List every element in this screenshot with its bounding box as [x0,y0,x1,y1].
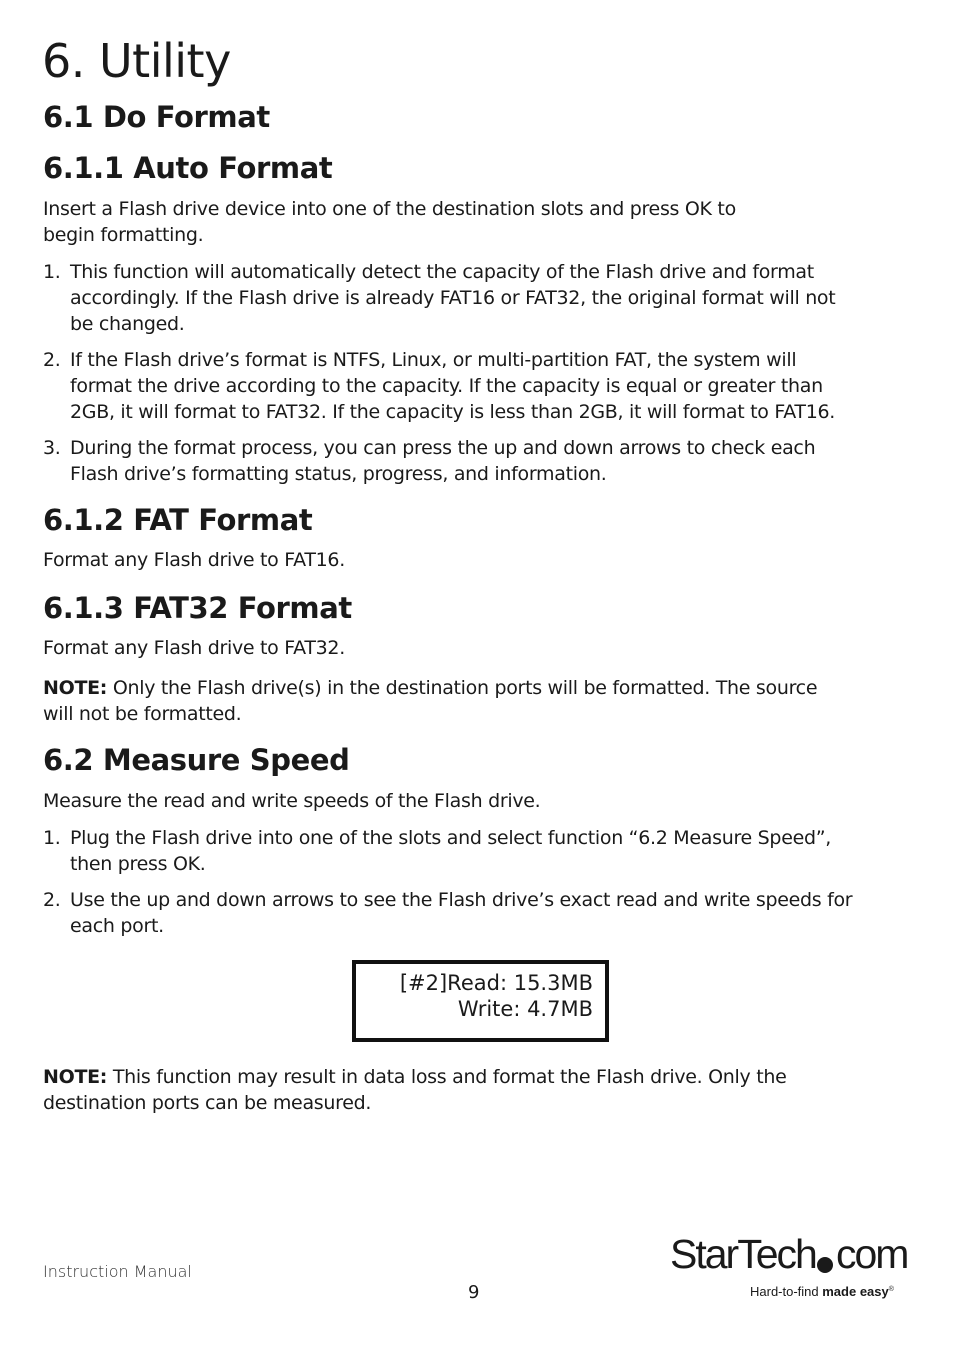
section-heading-fat-format: 6.1.2 FAT Format [43,503,313,537]
page-title: 6. Utility [42,34,231,88]
display-read-line: [#2]Read: 15.3MB [399,971,593,995]
startech-logo [668,1232,908,1302]
section-heading-do-format: 6.1 Do Format [43,100,270,134]
section-heading-auto-format: 6.1.1 Auto Format [43,151,333,185]
measure-note: NOTE: This function may result in data loss and format the Flash drive. Only the destination ports can be measured. [43,1066,787,1114]
logo-dot-icon [817,1257,833,1273]
fat32-format-text: Format any Flash drive to FAT32. [43,637,345,659]
logo-text-right: com [836,1232,908,1277]
fat-format-text: Format any Flash drive to FAT16. [43,549,345,571]
list-item: 1. This function will automatically detect the capacity of the Flash drive and format accordingly. If the Flash drive is already FAT16 or FAT32, the original format will not be changed. [43,261,836,335]
list-item: 2. Use the up and down arrows to see the Flash drive’s exact read and write speeds for each port. [43,889,853,937]
note-label: NOTE: [43,1066,108,1088]
note-label: NOTE: [43,677,108,699]
display-write-line: Write: 4.7MB [457,997,593,1021]
measure-speed-intro: Measure the read and write speeds of the Flash drive. [43,790,541,812]
footer-manual-label: Instruction Manual [43,1262,192,1281]
speed-display [352,960,609,1042]
logo-text-left: StarTech [670,1232,816,1277]
section-heading-fat32-format: 6.1.3 FAT32 Format [43,591,352,625]
section-heading-measure-speed: 6.2 Measure Speed [43,743,350,777]
list-item: 1. Plug the Flash drive into one of the slots and select function “6.2 Measure Speed”, then press OK. [43,827,832,875]
logo-tagline: Hard-to-find made easy® [750,1284,894,1299]
page-number: 9 [468,1282,480,1303]
format-note: NOTE: Only the Flash drive(s) in the destination ports will be formatted. The source will not be formatted. [43,677,818,725]
list-item: 2. If the Flash drive’s format is NTFS, Linux, or multi-partition FAT, the system will format the drive according to the capacity. If the capacity is equal or greater than 2GB, it will format to FAT32. If the capacity is less than 2GB, it will format to FAT16. [43,349,836,423]
auto-format-intro: Insert a Flash drive device into one of the destination slots and press OK to begin formatting. [43,198,736,246]
list-item: 3. During the format process, you can press the up and down arrows to check each Flash drive’s formatting status, progress, and information. [43,437,816,485]
